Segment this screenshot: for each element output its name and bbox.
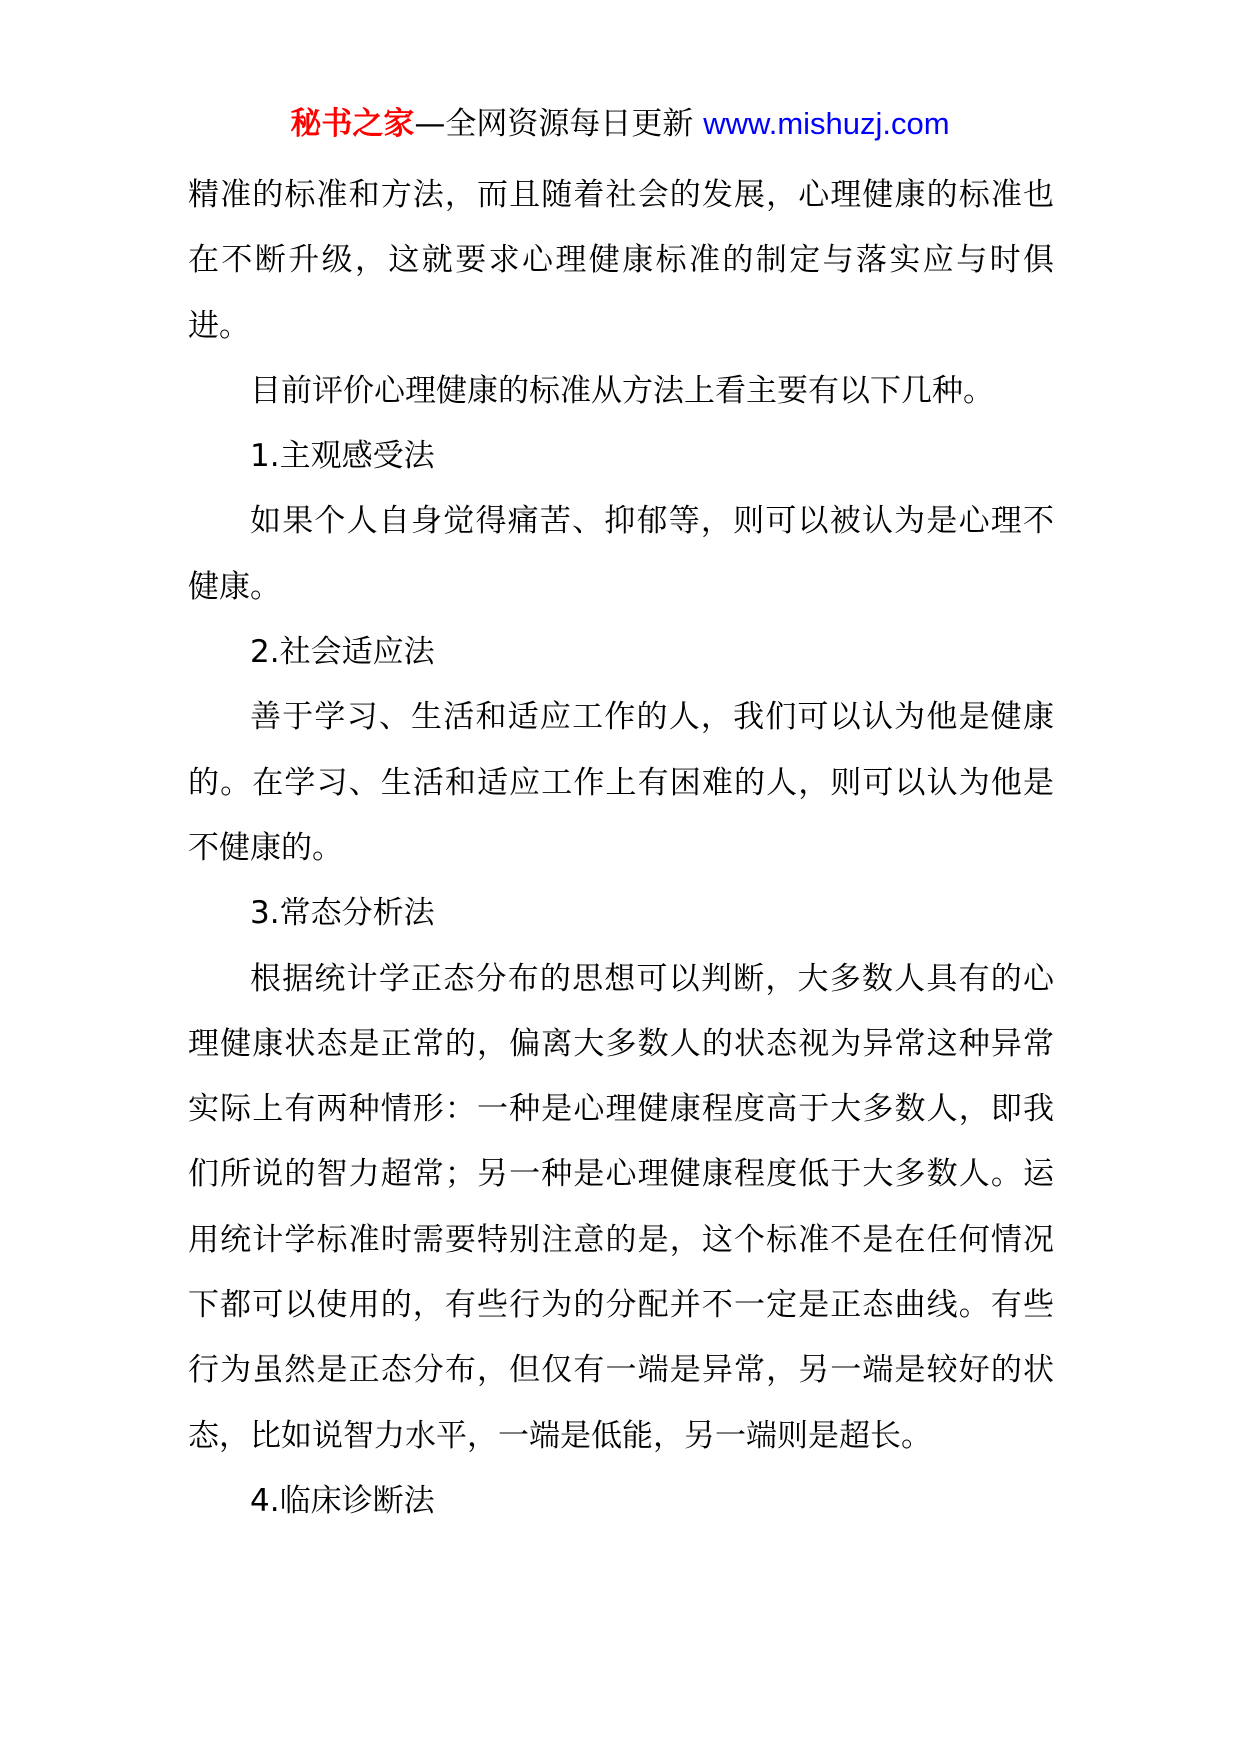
section-heading: 4.临床诊断法 [250, 1482, 435, 1519]
paragraph-continued: 精准的标准和方法，而且随着社会的发展，心理健康的标准也在不断升级，这就要求心理健康标准的制定与落实应与时俱进。 [188, 177, 1054, 344]
paragraph: 根据统计学正态分布的思想可以判断，大多数人具有的心理健康状态是正常的，偏离大多数人的状态视为异常这种异常实际上有两种情形：一种是心理健康程度高于大多数人，即我们所说的智力超常；另一种是心理健康程度低于大多数人。运用统计学标准时需要特别注意的是，这个标准不是在任何情况下都可以使用的，有些行为的分配并不一定是正态曲线。有些行为虽然是正态分布，但仅有一端是异常，另一端是较好的状态，比如说智力水平，一端是低能，另一端则是超长。 [188, 960, 1054, 1454]
paragraph: 善于学习、生活和适应工作的人，我们可以认为他是健康的。在学习、生活和适应工作上有困难的人，则可以认为他是不健康的。 [188, 699, 1054, 866]
section-heading: 3.常态分析法 [250, 895, 435, 932]
brand-name: 秘书之家 [290, 106, 415, 142]
header-tagline: —全网资源每日更新 [414, 106, 704, 142]
page-header [0, 102, 1240, 146]
section-heading: 1.主观感受法 [250, 438, 435, 475]
document-body [188, 163, 1054, 1534]
paragraph: 目前评价心理健康的标准从方法上看主要有以下几种。 [250, 372, 994, 409]
paragraph: 如果个人自身觉得痛苦、抑郁等，则可以被认为是心理不健康。 [188, 503, 1054, 605]
site-url-link[interactable]: www.mishuzj.com [703, 106, 950, 141]
section-heading: 2.社会适应法 [250, 634, 435, 671]
